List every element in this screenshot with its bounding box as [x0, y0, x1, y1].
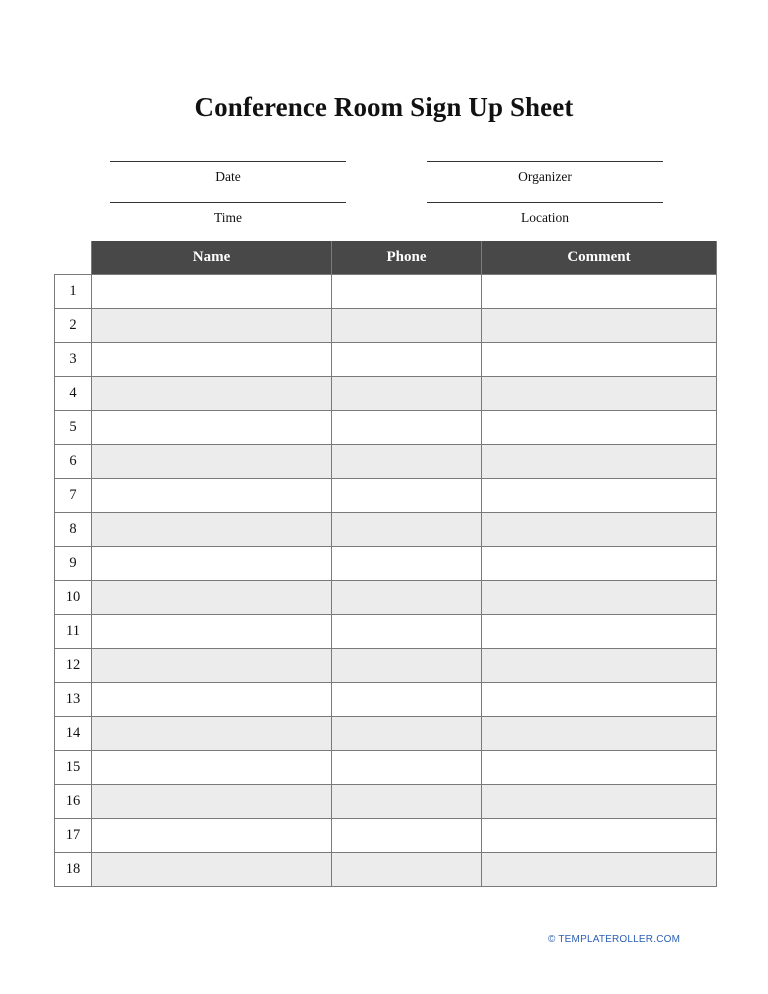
row-number: 12: [55, 649, 92, 683]
comment-cell[interactable]: [482, 581, 717, 615]
phone-cell[interactable]: [332, 751, 482, 785]
phone-cell[interactable]: [332, 819, 482, 853]
comment-cell[interactable]: [482, 717, 717, 751]
table-row: [55, 649, 717, 683]
row-number: 6: [55, 445, 92, 479]
time-label: Time: [213, 210, 242, 225]
table-row: [55, 717, 717, 751]
row-number: 17: [55, 819, 92, 853]
table-row: [55, 377, 717, 411]
phone-cell[interactable]: [332, 377, 482, 411]
name-cell[interactable]: [92, 751, 332, 785]
phone-cell[interactable]: [332, 717, 482, 751]
row-number: 3: [55, 343, 92, 377]
comment-cell[interactable]: [482, 785, 717, 819]
name-cell[interactable]: [92, 377, 332, 411]
organizer-label: Organizer: [518, 169, 572, 184]
name-cell[interactable]: [92, 819, 332, 853]
date-line: [110, 161, 346, 162]
comment-cell[interactable]: [482, 547, 717, 581]
phone-cell[interactable]: [332, 581, 482, 615]
phone-cell[interactable]: [332, 683, 482, 717]
comment-cell[interactable]: [482, 377, 717, 411]
sign-up-table: [54, 241, 717, 887]
row-number: 16: [55, 785, 92, 819]
row-number: 4: [55, 377, 92, 411]
phone-cell[interactable]: [332, 785, 482, 819]
page-title: Conference Room Sign Up Sheet: [194, 92, 574, 122]
location-line: [427, 202, 663, 203]
table-row: [55, 751, 717, 785]
time-line: [110, 202, 346, 203]
location-field[interactable]: [427, 202, 663, 226]
row-number: 5: [55, 411, 92, 445]
comment-cell[interactable]: [482, 615, 717, 649]
phone-cell[interactable]: [332, 275, 482, 309]
date-label: Date: [215, 169, 241, 184]
table-row: [55, 309, 717, 343]
name-cell[interactable]: [92, 343, 332, 377]
column-header-phone: Phone: [332, 241, 482, 275]
table-row: [55, 785, 717, 819]
table-row: [55, 683, 717, 717]
table-row: [55, 819, 717, 853]
comment-cell[interactable]: [482, 751, 717, 785]
row-number: 11: [55, 615, 92, 649]
organizer-field[interactable]: [427, 161, 663, 185]
name-cell[interactable]: [92, 445, 332, 479]
row-number: 14: [55, 717, 92, 751]
phone-cell[interactable]: [332, 649, 482, 683]
organizer-line: [427, 161, 663, 162]
table-row: [55, 853, 717, 887]
row-number-header: [55, 241, 92, 275]
phone-cell[interactable]: [332, 309, 482, 343]
row-number: 2: [55, 309, 92, 343]
phone-cell[interactable]: [332, 615, 482, 649]
comment-cell[interactable]: [482, 411, 717, 445]
comment-cell[interactable]: [482, 479, 717, 513]
name-cell[interactable]: [92, 581, 332, 615]
table-row: [55, 411, 717, 445]
table-row: [55, 547, 717, 581]
row-number: 7: [55, 479, 92, 513]
comment-cell[interactable]: [482, 819, 717, 853]
column-header-comment: Comment: [482, 241, 717, 275]
row-number: 15: [55, 751, 92, 785]
table-row: [55, 479, 717, 513]
comment-cell[interactable]: [482, 445, 717, 479]
comment-cell[interactable]: [482, 649, 717, 683]
row-number: 1: [55, 275, 92, 309]
row-number: 10: [55, 581, 92, 615]
name-cell[interactable]: [92, 717, 332, 751]
row-number: 13: [55, 683, 92, 717]
comment-cell[interactable]: [482, 683, 717, 717]
name-cell[interactable]: [92, 479, 332, 513]
table-row: [55, 343, 717, 377]
comment-cell[interactable]: [482, 309, 717, 343]
column-header-name: Name: [92, 241, 332, 275]
name-cell[interactable]: [92, 649, 332, 683]
row-number: 8: [55, 513, 92, 547]
name-cell[interactable]: [92, 615, 332, 649]
name-cell[interactable]: [92, 411, 332, 445]
phone-cell[interactable]: [332, 479, 482, 513]
footer-credit[interactable]: © TEMPLATEROLLER.COM: [548, 934, 681, 945]
date-field[interactable]: [110, 161, 346, 185]
comment-cell[interactable]: [482, 343, 717, 377]
row-number: 9: [55, 547, 92, 581]
phone-cell[interactable]: [332, 853, 482, 887]
phone-cell[interactable]: [332, 513, 482, 547]
name-cell[interactable]: [92, 683, 332, 717]
table-row: [55, 615, 717, 649]
table-row: [55, 275, 717, 309]
phone-cell[interactable]: [332, 411, 482, 445]
table-row: [55, 445, 717, 479]
time-field[interactable]: [110, 202, 346, 226]
table-body: [55, 275, 717, 887]
table-row: [55, 513, 717, 547]
location-label: Location: [521, 210, 569, 225]
name-cell[interactable]: [92, 853, 332, 887]
table-header-row: [55, 241, 717, 275]
phone-cell[interactable]: [332, 445, 482, 479]
name-cell[interactable]: [92, 275, 332, 309]
comment-cell[interactable]: [482, 853, 717, 887]
phone-cell[interactable]: [332, 343, 482, 377]
name-cell[interactable]: [92, 513, 332, 547]
table-row: [55, 581, 717, 615]
name-cell[interactable]: [92, 547, 332, 581]
comment-cell[interactable]: [482, 275, 717, 309]
phone-cell[interactable]: [332, 547, 482, 581]
comment-cell[interactable]: [482, 513, 717, 547]
name-cell[interactable]: [92, 785, 332, 819]
name-cell[interactable]: [92, 309, 332, 343]
row-number: 18: [55, 853, 92, 887]
